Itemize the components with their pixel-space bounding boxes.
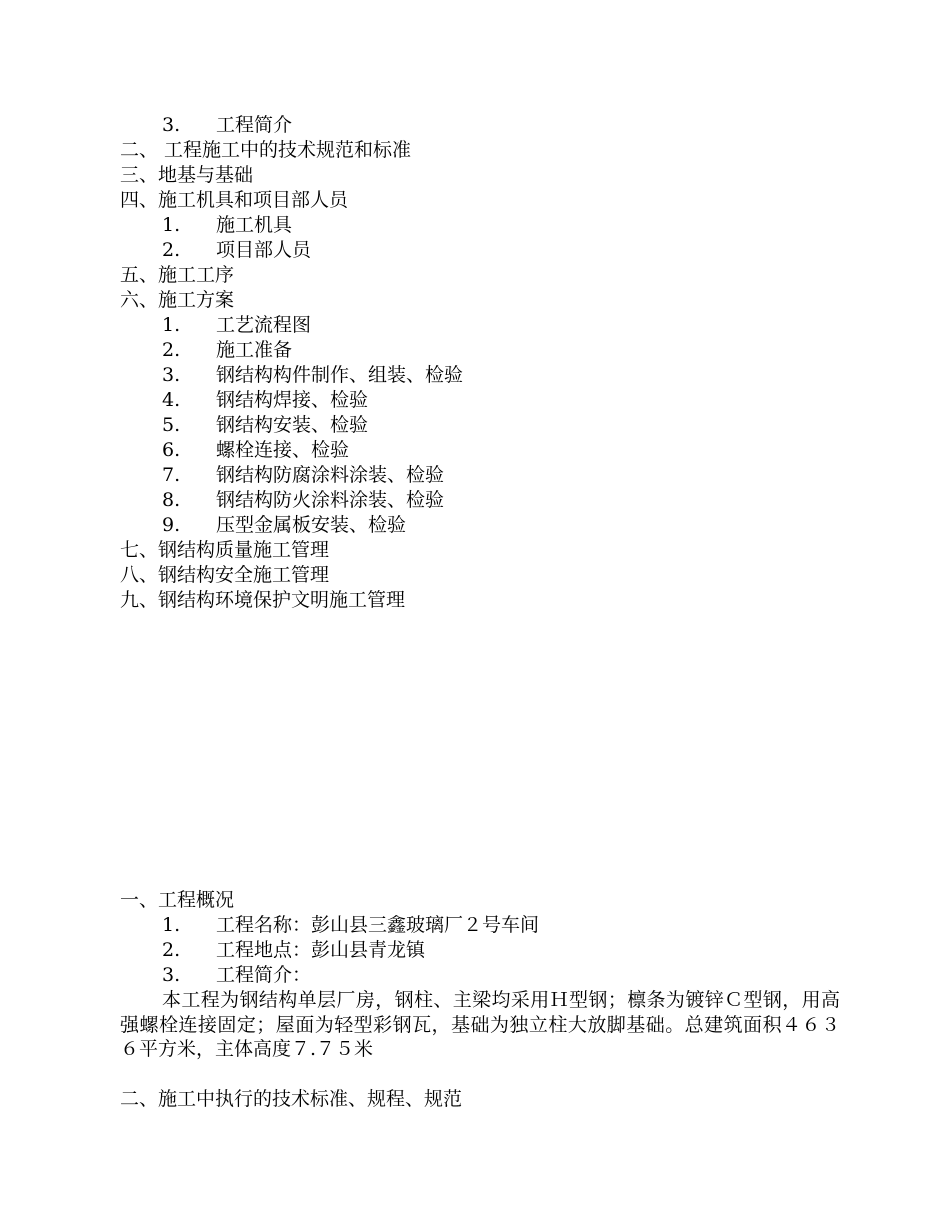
- toc-item-text: 八、钢结构安全施工管理: [120, 564, 330, 586]
- toc-item-text: 七、钢结构质量施工管理: [120, 539, 330, 561]
- toc-item-number: 6.: [162, 439, 181, 461]
- toc-item-text: 压型金属板安装、检验: [216, 514, 407, 536]
- toc-item-number: 7.: [162, 464, 181, 486]
- toc-item: [120, 588, 840, 613]
- toc-item-number: 2.: [162, 339, 181, 361]
- toc-item: [120, 113, 840, 138]
- toc-item-number: 4.: [162, 389, 181, 411]
- toc-item-number: 8.: [162, 489, 181, 511]
- toc-item-number: 9.: [162, 514, 181, 536]
- toc-item-number: 1.: [162, 314, 181, 336]
- toc-item-text: 钢结构防火涂料涂装、检验: [216, 489, 445, 511]
- toc-item: [120, 188, 840, 213]
- overview-item: [120, 963, 840, 988]
- toc-item: [120, 213, 840, 238]
- toc-item-text: 三、地基与基础: [120, 164, 254, 186]
- overview-item-number: 2.: [162, 939, 181, 961]
- toc-item-text: 项目部人员: [216, 239, 312, 261]
- toc-item-number: 2.: [162, 239, 181, 261]
- project-overview-section: [120, 888, 840, 1112]
- toc-item: [120, 138, 840, 163]
- toc-item-text: 五、施工工序: [120, 264, 235, 286]
- overview-item-text: 工程简介：: [216, 964, 312, 986]
- toc-item: [120, 413, 840, 438]
- overview-item-text: 工程名称：彭山县三鑫玻璃厂２号车间: [216, 914, 540, 936]
- toc-item-text: 九、钢结构环境保护文明施工管理: [120, 589, 406, 611]
- toc-item-text: 钢结构安装、检验: [216, 414, 369, 436]
- overview-item-number: 1.: [162, 914, 181, 936]
- blank-line: [120, 1062, 840, 1087]
- toc-item: [120, 313, 840, 338]
- toc-item-text: 施工机具: [216, 214, 293, 236]
- toc-item: [120, 513, 840, 538]
- overview-item: [120, 938, 840, 963]
- toc-item-number: 5.: [162, 414, 181, 436]
- overview-item-number: 3.: [162, 964, 181, 986]
- toc-item: [120, 538, 840, 563]
- overview-item-text: 工程地点：彭山县青龙镇: [216, 939, 426, 961]
- section-heading: 一、工程概况: [120, 889, 235, 911]
- toc-item-number: 1.: [162, 214, 181, 236]
- toc-item-text: 工艺流程图: [216, 314, 312, 336]
- toc-item-text: 施工准备: [216, 339, 293, 361]
- project-description-paragraph: 本工程为钢结构单层厂房，钢柱、主梁均采用Ｈ型钢；檩条为镀锌Ｃ型钢，用高强螺栓连接固定；屋面为轻型彩钢瓦，基础为独立柱大放脚基础。总建筑面积４６３６平方米，主体高度７.７５米: [120, 989, 840, 1060]
- toc-item: [120, 438, 840, 463]
- toc-item-number: 3.: [162, 114, 181, 136]
- toc-item: [120, 463, 840, 488]
- toc-item: [120, 263, 840, 288]
- toc-item: [120, 338, 840, 363]
- toc-item-text: 钢结构构件制作、组装、检验: [216, 364, 464, 386]
- toc-item: [120, 163, 840, 188]
- toc-item: [120, 288, 840, 313]
- toc-item-text: 钢结构焊接、检验: [216, 389, 369, 411]
- toc-item-text: 螺栓连接、检验: [216, 439, 350, 461]
- toc-item-text: 钢结构防腐涂料涂装、检验: [216, 464, 445, 486]
- toc-item-text: 六、施工方案: [120, 289, 235, 311]
- toc-item: [120, 563, 840, 588]
- toc-item-text: 二、 工程施工中的技术规范和标准: [120, 139, 412, 161]
- overview-item: [120, 913, 840, 938]
- toc-item-text: 工程简介: [216, 114, 293, 136]
- table-of-contents: [120, 113, 840, 613]
- toc-item: [120, 363, 840, 388]
- toc-item-text: 四、施工机具和项目部人员: [120, 189, 349, 211]
- toc-item: [120, 238, 840, 263]
- toc-item-number: 3.: [162, 364, 181, 386]
- toc-item: [120, 388, 840, 413]
- toc-item: [120, 488, 840, 513]
- section-heading: 二、施工中执行的技术标准、规程、规范: [120, 1087, 463, 1110]
